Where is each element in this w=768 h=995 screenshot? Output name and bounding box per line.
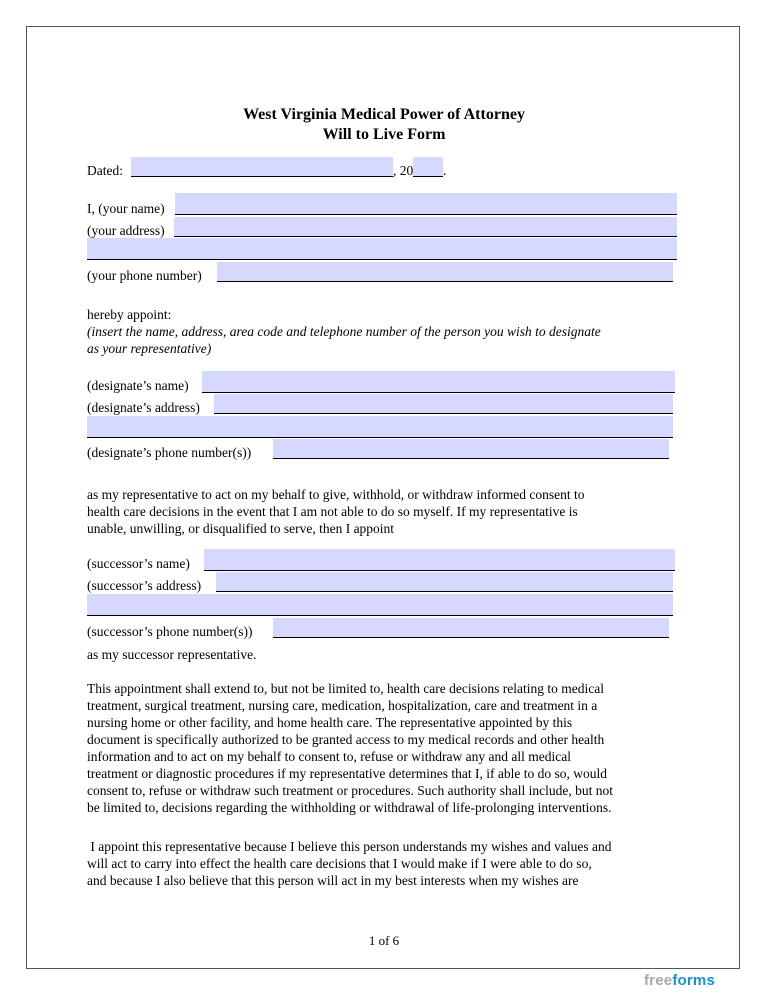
freeforms-logo <box>644 972 715 989</box>
successor-phone-label: (successor’s phone number(s)) <box>87 624 253 639</box>
reason-line: and because I also believe that this person will act in my best interests when my wishes are <box>87 873 579 888</box>
reason-paragraph <box>87 838 687 889</box>
designate-phone-field[interactable] <box>273 439 669 459</box>
dated-field[interactable] <box>131 157 393 177</box>
appointment-line: nursing home or other facility, and home health care. The representative appointed by this <box>87 715 573 730</box>
your-name-label: I, (your name) <box>87 201 165 216</box>
dated-label: Dated: <box>87 163 123 178</box>
reason-line: will act to carry into effect the health care decisions that I would make if I were able to do so, <box>87 856 592 871</box>
designate-name-field[interactable] <box>202 371 675 393</box>
your-address-line2-field[interactable] <box>87 238 677 260</box>
appointment-paragraph <box>87 680 687 816</box>
your-address-field[interactable] <box>174 217 677 237</box>
reason-line: I appoint this representative because I believe this person understands my wishes and values and <box>87 839 612 854</box>
your-phone-field[interactable] <box>217 262 673 282</box>
appointment-line: treatment or diagnostic procedures if my representative determines that I, if able to do so, would <box>87 766 607 781</box>
your-name-field[interactable] <box>175 193 677 215</box>
logo-free-text: free <box>643 972 673 989</box>
document-page <box>26 26 740 969</box>
successor-name-label: (successor’s name) <box>87 556 190 571</box>
dated-year-field[interactable] <box>413 157 443 177</box>
dated-year-prefix: , 20 <box>393 163 414 178</box>
instruction-line-2: as your representative) <box>87 341 212 356</box>
representative-paragraph <box>87 486 687 537</box>
successor-closing-text: as my successor representative. <box>87 647 257 662</box>
designate-address-label: (designate’s address) <box>87 400 200 415</box>
your-address-label: (your address) <box>87 223 165 238</box>
successor-address-line2-field[interactable] <box>87 594 673 616</box>
representative-line: health care decisions in the event that I am not able to do so myself. If my representative is <box>87 504 578 519</box>
representative-line: as my representative to act on my behalf to give, withhold, or withdraw informed consent to <box>87 487 585 502</box>
designate-address-field[interactable] <box>214 394 673 414</box>
designate-address-line2-field[interactable] <box>87 416 673 438</box>
appointment-line: consent to, refuse or withdraw such treatment or procedures. Such authority shall include, but not <box>87 783 613 798</box>
appointment-line: document is specifically authorized to be granted access to my medical records and other health <box>87 732 605 747</box>
document-title: West Virginia Medical Power of Attorney <box>243 106 525 123</box>
designate-phone-label: (designate’s phone number(s)) <box>87 445 252 460</box>
successor-address-field[interactable] <box>216 572 673 592</box>
dated-period: . <box>443 163 447 178</box>
hereby-appoint-text: hereby appoint: <box>87 307 172 322</box>
page-number: 1 of 6 <box>368 933 400 948</box>
successor-name-field[interactable] <box>204 549 675 571</box>
appointment-line: information and to act on my behalf to consent to, refuse or withdraw any and all medical <box>87 749 571 764</box>
successor-phone-field[interactable] <box>273 618 669 638</box>
designate-name-label: (designate’s name) <box>87 378 189 393</box>
appointment-line: be limited to, decisions regarding the withholding or withdrawal of life-prolonging interventions. <box>87 800 612 815</box>
representative-line: unable, unwilling, or disqualified to serve, then I appoint <box>87 521 395 536</box>
logo-forms-text: forms <box>672 972 715 989</box>
successor-address-label: (successor’s address) <box>87 578 202 593</box>
appointment-line: This appointment shall extend to, but not be limited to, health care decisions relating to medical <box>87 681 604 696</box>
your-phone-label: (your phone number) <box>87 268 202 283</box>
instruction-line-1: (insert the name, address, area code and telephone number of the person you wish to designate <box>87 324 601 339</box>
appointment-line: treatment, surgical treatment, nursing care, medication, hospitalization, care and treatment in a <box>87 698 598 713</box>
document-subtitle: Will to Live Form <box>322 126 446 143</box>
